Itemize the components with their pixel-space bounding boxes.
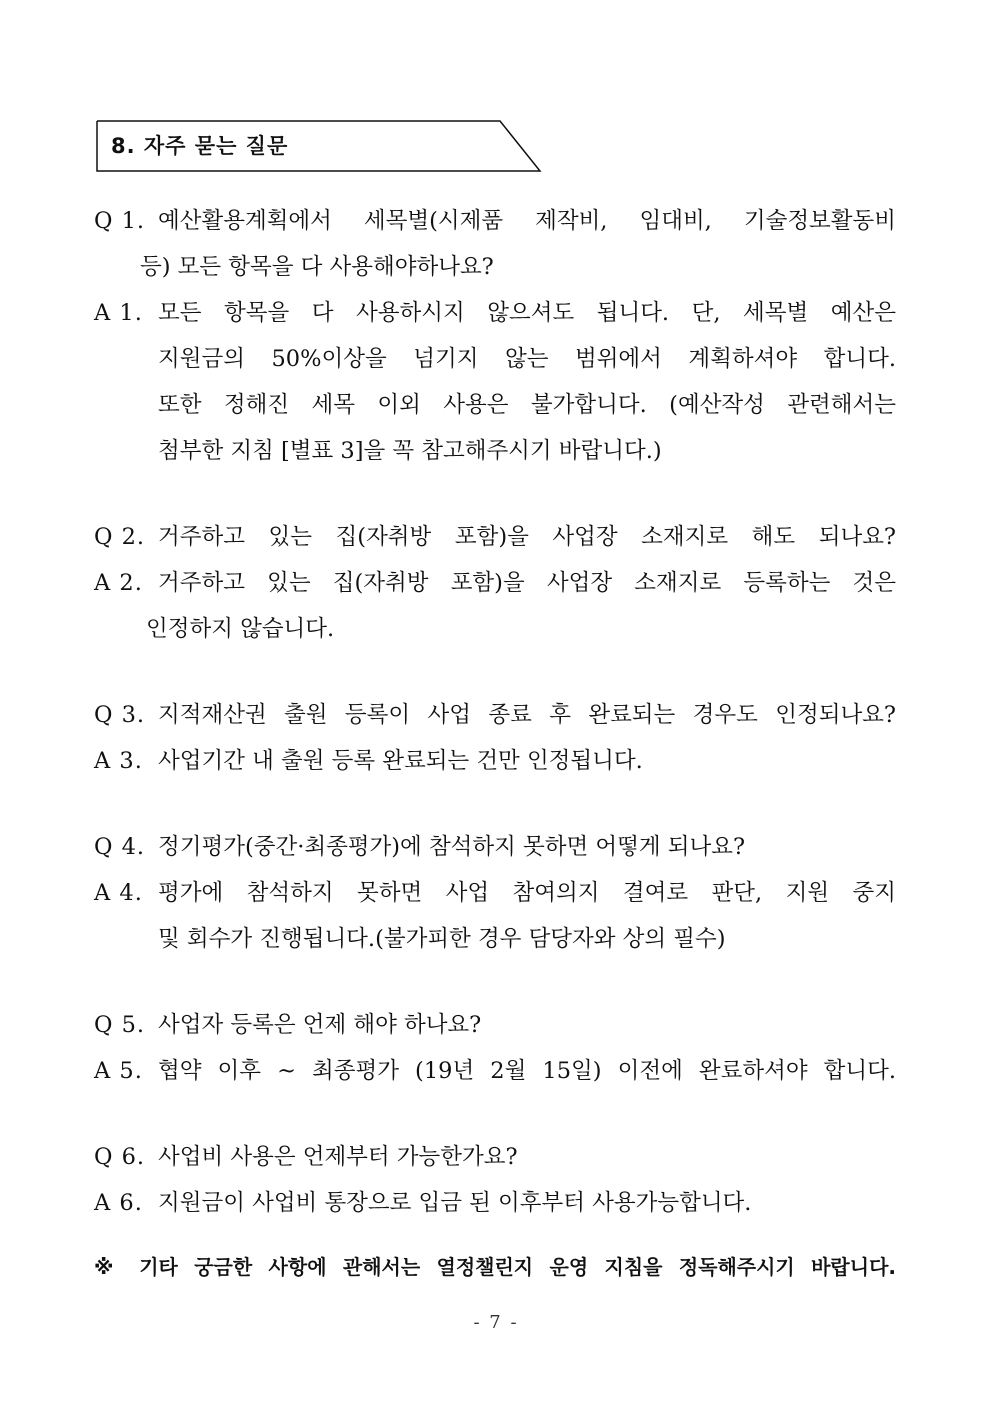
page-number: - 7 - xyxy=(473,1312,519,1333)
faq-item-1 xyxy=(94,198,896,474)
answer-text: 거주하고 있는 집(자취방 포함)을 사업장 소재지로 등록하는 것은 xyxy=(158,570,896,596)
answer-mark: A 4. xyxy=(94,880,143,906)
answer-line xyxy=(94,606,896,652)
question-line xyxy=(94,1134,896,1180)
question-text: 거주하고 있는 집(자취방 포함)을 사업장 소재지로 해도 되나요? xyxy=(158,524,896,550)
question-mark: Q 6. xyxy=(94,1144,146,1170)
faq-list xyxy=(94,198,896,1226)
question-mark: Q 3. xyxy=(94,702,146,728)
answer-mark: A 2. xyxy=(94,570,143,596)
question-line xyxy=(94,824,896,870)
answer-mark: A 3. xyxy=(94,748,143,774)
faq-item-2 xyxy=(94,514,896,652)
question-mark: Q 2. xyxy=(94,524,146,550)
answer-text: 평가에 참석하지 못하면 사업 참여의지 결여로 판단, 지원 중지 xyxy=(158,880,896,906)
question-text: 예산활용계획에서 세목별(시제품 제작비, 임대비, 기술정보활동비 xyxy=(158,208,896,234)
section-header-box xyxy=(96,120,542,172)
answer-text: 지원금이 사업비 통장으로 입금 된 이후부터 사용가능합니다. xyxy=(158,1190,752,1216)
answer-line xyxy=(94,560,896,606)
question-mark: Q 1. xyxy=(94,208,146,234)
faq-item-5 xyxy=(94,1002,896,1094)
question-line xyxy=(94,692,896,738)
answer-line xyxy=(94,336,896,382)
answer-line xyxy=(94,290,896,336)
answer-text: 지원금의 50%이상을 넘기지 않는 범위에서 계획하셔야 합니다. xyxy=(158,346,896,372)
question-text: 등) 모든 항목을 다 사용해야하나요? xyxy=(140,254,494,280)
answer-text: 및 회수가 진행됩니다.(불가피한 경우 담당자와 상의 필수) xyxy=(158,926,726,952)
faq-item-4 xyxy=(94,824,896,962)
question-mark: Q 4. xyxy=(94,834,146,860)
question-text: 정기평가(중간·최종평가)에 참석하지 못하면 어떻게 되나요? xyxy=(158,834,746,860)
faq-item-3 xyxy=(94,692,896,784)
answer-text: 또한 정해진 세목 이외 사용은 불가합니다. (예산작성 관련해서는 xyxy=(158,392,896,418)
answer-line xyxy=(94,1180,896,1226)
answer-mark: A 6. xyxy=(94,1190,143,1216)
answer-line xyxy=(94,428,896,474)
answer-line xyxy=(94,382,896,428)
question-text: 사업자 등록은 언제 해야 하나요? xyxy=(158,1012,482,1038)
answer-text: 모든 항목을 다 사용하시지 않으셔도 됩니다. 단, 세목별 예산은 xyxy=(158,300,896,326)
notice-text: ※ 기타 궁금한 사항에 관해서는 열정챌린지 운영 지침을 정독해주시기 바랍니다. xyxy=(94,1255,896,1279)
answer-line xyxy=(94,738,896,784)
question-line xyxy=(94,1002,896,1048)
answer-line xyxy=(94,916,896,962)
answer-line xyxy=(94,870,896,916)
question-mark: Q 5. xyxy=(94,1012,146,1038)
question-line xyxy=(94,514,896,560)
question-text: 지적재산권 출원 등록이 사업 종료 후 완료되는 경우도 인정되나요? xyxy=(158,702,896,728)
faq-item-6 xyxy=(94,1134,896,1226)
question-text: 사업비 사용은 언제부터 가능한가요? xyxy=(158,1144,518,1170)
answer-text: 첨부한 지침 [별표 3]을 꼭 참고해주시기 바랍니다.) xyxy=(158,438,662,464)
question-line xyxy=(94,244,896,290)
section-title: 8. 자주 묻는 질문 xyxy=(111,134,289,158)
answer-mark: A 1. xyxy=(94,300,143,326)
answer-line xyxy=(94,1048,896,1094)
answer-text: 협약 이후 ~ 최종평가 (19년 2월 15일) 이전에 완료하셔야 합니다. xyxy=(158,1058,896,1084)
answer-text: 사업기간 내 출원 등록 완료되는 건만 인정됩니다. xyxy=(158,748,643,774)
answer-text: 인정하지 않습니다. xyxy=(146,616,335,642)
question-line xyxy=(94,198,896,244)
answer-mark: A 5. xyxy=(94,1058,143,1084)
